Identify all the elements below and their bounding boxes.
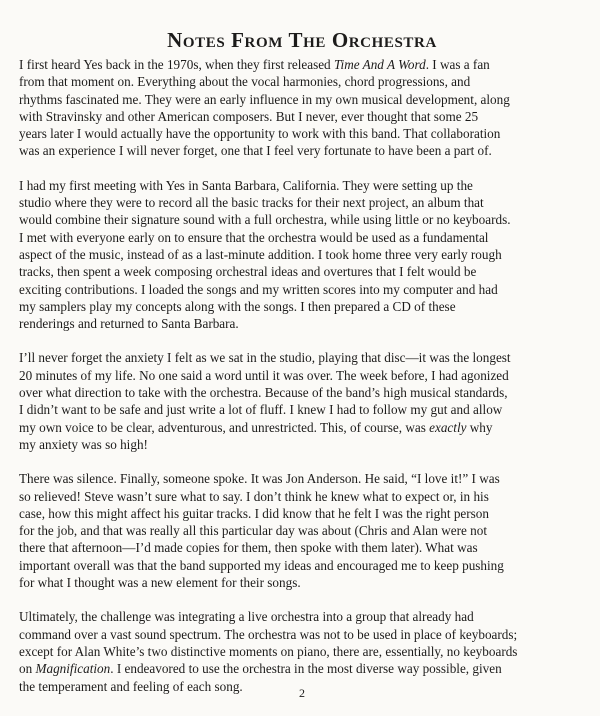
text-line <box>19 470 585 487</box>
paragraph <box>19 470 585 591</box>
article-body <box>19 56 585 712</box>
text-segment: exciting contributions. I loaded the songs and my written scores into my computer and had <box>19 281 498 297</box>
text-segment: was an experience I will never forget, one that I feel very fortunate to have been a part of. <box>19 143 492 159</box>
text-segment: I’ll never forget the anxiety I felt as we sat in the studio, playing that disc—it was the longest <box>19 350 511 366</box>
text-segment: rhythms fascinated me. They were an early influence in my own musical development, along <box>19 91 510 107</box>
text-segment: case, how this might affect his guitar tracks. I did know that he felt I was the right person <box>19 505 489 521</box>
text-line <box>19 557 585 574</box>
text-line <box>19 298 585 315</box>
text-line <box>19 401 585 418</box>
text-line <box>19 488 585 505</box>
text-segment: my samplers play my concepts along with the songs. I then prepared a CD of these <box>19 298 456 314</box>
text-segment: I met with everyone early on to ensure that the orchestra would be used as a fundamental <box>19 229 489 245</box>
text-segment: . I was a fan <box>425 57 490 72</box>
italic-title: Magnification <box>35 661 111 677</box>
text-line <box>19 56 585 73</box>
text-segment: important overall was that the band supported my ideas and encouraged me to keep pushing <box>19 557 504 573</box>
text-segment: on <box>19 661 36 677</box>
text-segment: with Stravinsky and other American composers. But I never, ever thought that some 25 <box>19 108 479 124</box>
text-line <box>19 643 585 660</box>
text-segment: 20 minutes of my life. No one said a word until it was over. The week before, I had agonized <box>19 367 509 383</box>
text-segment: I didn’t want to be safe and just write a lot of fluff. I knew I had to follow my gut and allow <box>19 402 503 418</box>
text-line <box>19 281 585 298</box>
text-line <box>19 142 585 159</box>
text-line <box>19 211 585 228</box>
text-segment: from that moment on. Everything about the vocal harmonies, chord progressions, and <box>19 74 471 90</box>
text-segment: . I endeavored to use the orchestra in the most diverse way possible, given <box>110 661 502 677</box>
paragraph <box>19 608 585 694</box>
text-segment: aspect of the music, instead of as a last-minute addition. I took home three very early rough <box>19 246 502 262</box>
text-line <box>19 177 585 194</box>
text-line <box>19 125 585 142</box>
paragraph <box>19 56 585 160</box>
text-segment: except for Alan White’s two distinctive moments on piano, there are, essentially, no keyboards <box>19 643 518 659</box>
paragraph <box>19 177 585 333</box>
text-segment: I had my first meeting with Yes in Santa Barbara, California. They were setting up the <box>19 177 473 193</box>
text-segment: my own voice to be clear, adventurous, and unrestricted. This, of course, was <box>19 419 430 435</box>
text-segment: renderings and returned to Santa Barbara. <box>19 316 239 332</box>
text-line <box>19 73 585 90</box>
text-segment: tracks, then spent a week composing orchestral ideas and overtures that I felt would be <box>19 264 477 280</box>
text-segment: years later I would actually have the opportunity to work with this band. That collaboration <box>19 126 501 142</box>
text-line <box>19 263 585 280</box>
text-line <box>19 436 585 453</box>
text-line <box>19 108 585 125</box>
page-title: Notes From The Orchestra <box>167 28 437 52</box>
italic-title: exactly <box>429 419 467 435</box>
text-line <box>19 384 585 401</box>
text-line <box>19 349 585 366</box>
text-segment: Ultimately, the challenge was integrating a live orchestra into a group that already had <box>19 609 474 625</box>
text-line <box>19 229 585 246</box>
text-line <box>19 194 585 211</box>
text-segment: the temperament and feeling of each song. <box>19 678 243 694</box>
text-line <box>19 626 585 643</box>
text-segment: over what direction to take with the orchestra. Because of the band’s high musical standards, <box>19 385 508 401</box>
text-segment: studio where they were to record all the basic tracks for their next project, an album that <box>19 195 484 211</box>
text-segment: for the job, and that was really all this particular day was about (Chris and Alan were not <box>19 523 488 539</box>
text-line <box>19 660 585 677</box>
text-segment: my anxiety was so high! <box>19 436 148 452</box>
text-segment: would combine their signature sound with a full orchestra, while using little or no keyboards. <box>19 212 511 228</box>
text-line <box>19 522 585 539</box>
text-segment: for what I thought was a new element for their songs. <box>19 575 301 591</box>
text-line <box>19 419 585 436</box>
text-line <box>19 91 585 108</box>
text-segment: so relieved! Steve wasn’t sure what to say. I don’t think he knew what to expect or, in his <box>19 488 489 504</box>
paragraph <box>19 349 585 453</box>
text-line <box>19 367 585 384</box>
text-segment: why <box>466 419 493 435</box>
text-segment: I first heard Yes back in the 1970s, when they first released <box>19 57 334 72</box>
page-content <box>19 0 585 716</box>
text-segment: command over a vast sound spectrum. The orchestra was not to be used in place of keyboards; <box>19 626 518 642</box>
text-segment: There was silence. Finally, someone spoke. It was Jon Anderson. He said, “I love it!” I was <box>19 471 500 487</box>
text-line <box>19 539 585 556</box>
text-line <box>19 505 585 522</box>
italic-title: Time And A Word <box>333 57 426 72</box>
text-line <box>19 315 585 332</box>
text-segment: there that afternoon—I’d made copies for them, then spoke with them later). What was <box>19 540 478 556</box>
text-line <box>19 608 585 625</box>
page-number: 2 <box>299 686 305 700</box>
text-line <box>19 246 585 263</box>
text-line <box>19 574 585 591</box>
